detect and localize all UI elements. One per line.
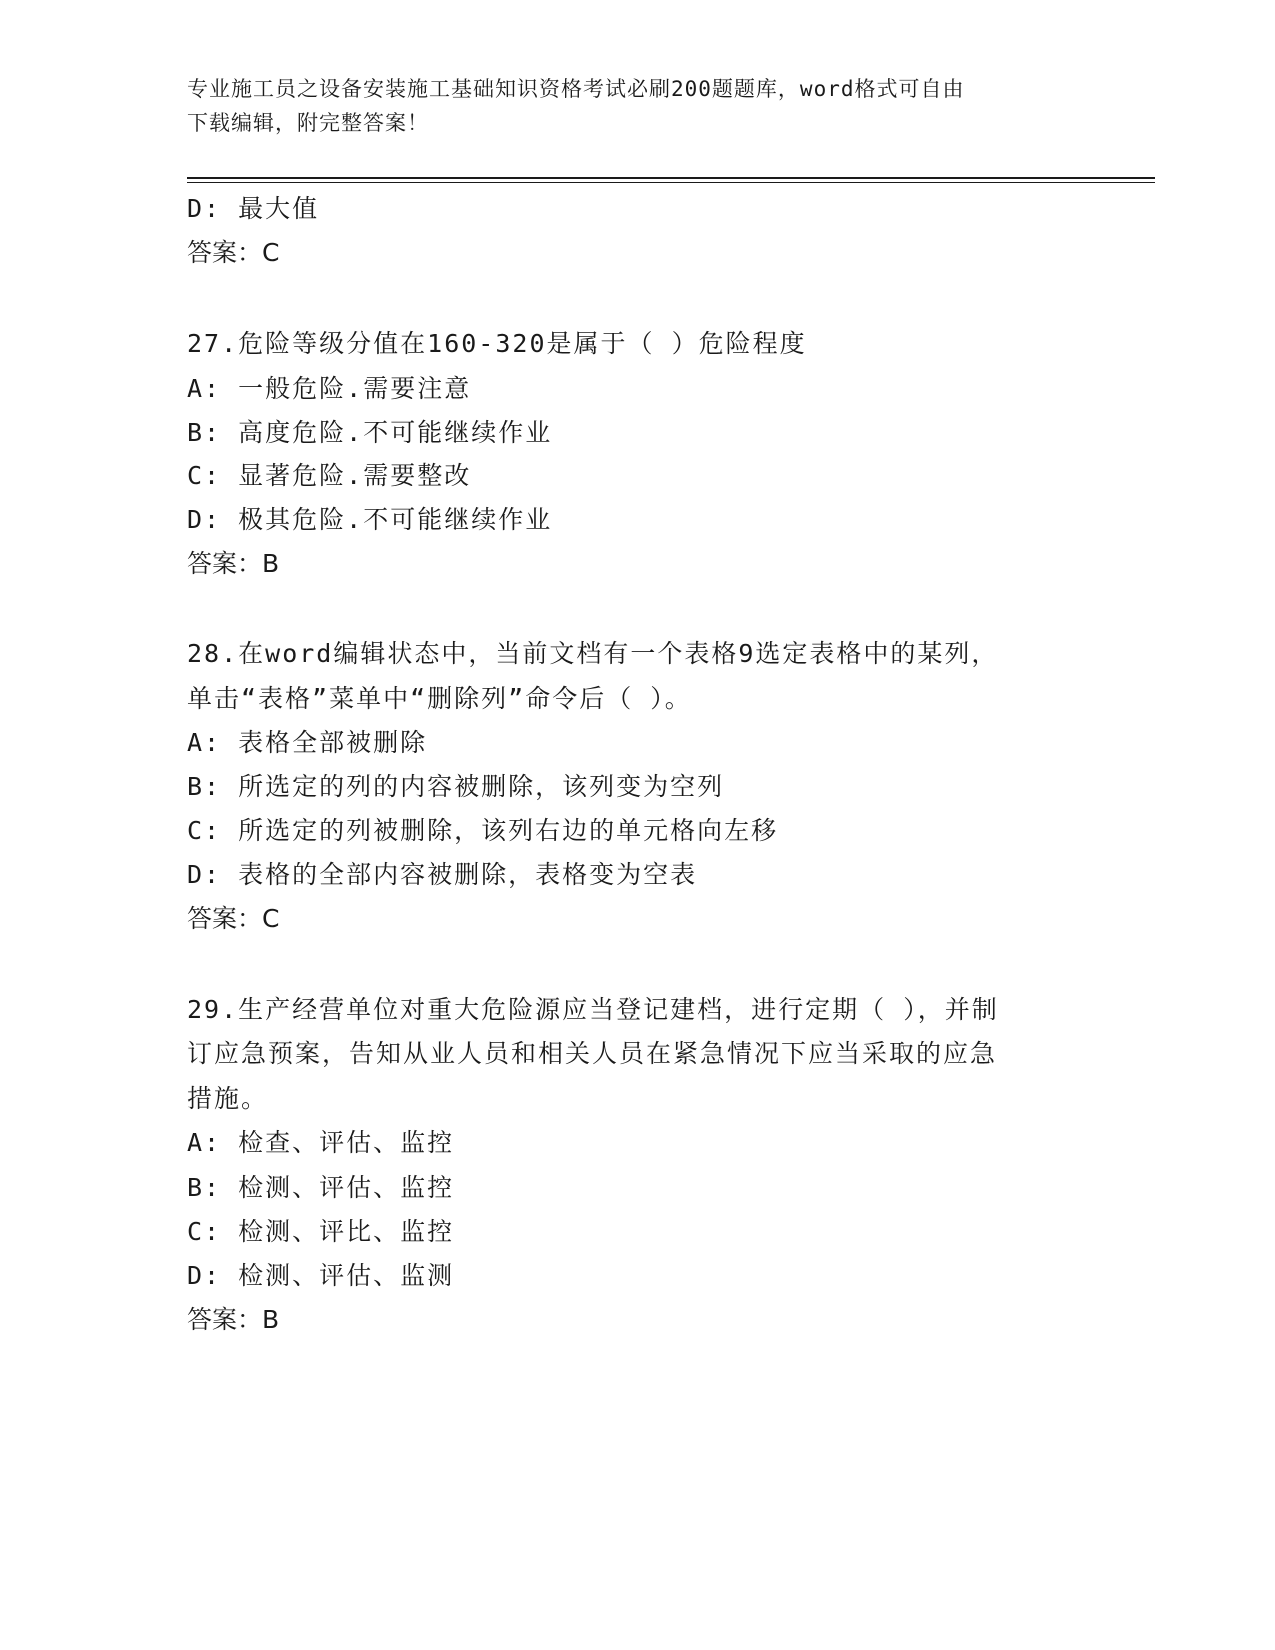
q28-stem-line-2: 单击“表格”菜单中“删除列”命令后（ ）。 xyxy=(187,684,692,713)
q26-option-d: D: 最大值 xyxy=(187,194,320,223)
q29-answer: 答案：B xyxy=(187,1305,280,1334)
header-title-line-2: 下载编辑，附完整答案！ xyxy=(187,111,429,135)
q29-option-c: C: 检测、评比、监控 xyxy=(187,1217,455,1246)
q29-option-a: A: 检查、评估、监控 xyxy=(187,1128,455,1157)
q27-option-b: B: 高度危险.不可能继续作业 xyxy=(187,418,553,447)
q28-stem-line-1: 28.在word编辑状态中，当前文档有一个表格9选定表格中的某列， xyxy=(187,639,999,668)
q27-option-a: A: 一般危险.需要注意 xyxy=(187,374,472,403)
q26-answer: 答案：C xyxy=(187,238,280,267)
q27-option-d: D: 极其危险.不可能继续作业 xyxy=(187,505,553,534)
q28-option-a: A: 表格全部被删除 xyxy=(187,728,428,757)
q28-option-c: C: 所选定的列被删除，该列右边的单元格向左移 xyxy=(187,816,779,845)
q28-option-d: D: 表格的全部内容被删除，表格变为空表 xyxy=(187,860,698,889)
q27-answer: 答案：B xyxy=(187,549,280,578)
q27-stem: 27.危险等级分值在160-320是属于（ ）危险程度 xyxy=(187,329,807,358)
q29-option-d: D: 检测、评估、监测 xyxy=(187,1261,455,1290)
header-divider-thin xyxy=(187,182,1155,183)
header-title-line-1: 专业施工员之设备安装施工基础知识资格考试必刷200题题库，word格式可自由 xyxy=(187,77,965,101)
q29-stem-line-3: 措施。 xyxy=(187,1084,269,1113)
page-header xyxy=(187,72,1067,140)
q29-stem-line-2: 订应急预案，告知从业人员和相关人员在紧急情况下应当采取的应急 xyxy=(187,1039,998,1068)
q29-stem-line-1: 29.生产经营单位对重大危险源应当登记建档，进行定期（ ），并制 xyxy=(187,995,999,1024)
header-divider-thick xyxy=(187,177,1155,179)
q28-answer: 答案：C xyxy=(187,904,280,933)
q29-option-b: B: 检测、评估、监控 xyxy=(187,1173,455,1202)
q28-option-b: B: 所选定的列的内容被删除，该列变为空列 xyxy=(187,772,725,801)
q27-option-c: C: 显著危险.需要整改 xyxy=(187,461,472,490)
